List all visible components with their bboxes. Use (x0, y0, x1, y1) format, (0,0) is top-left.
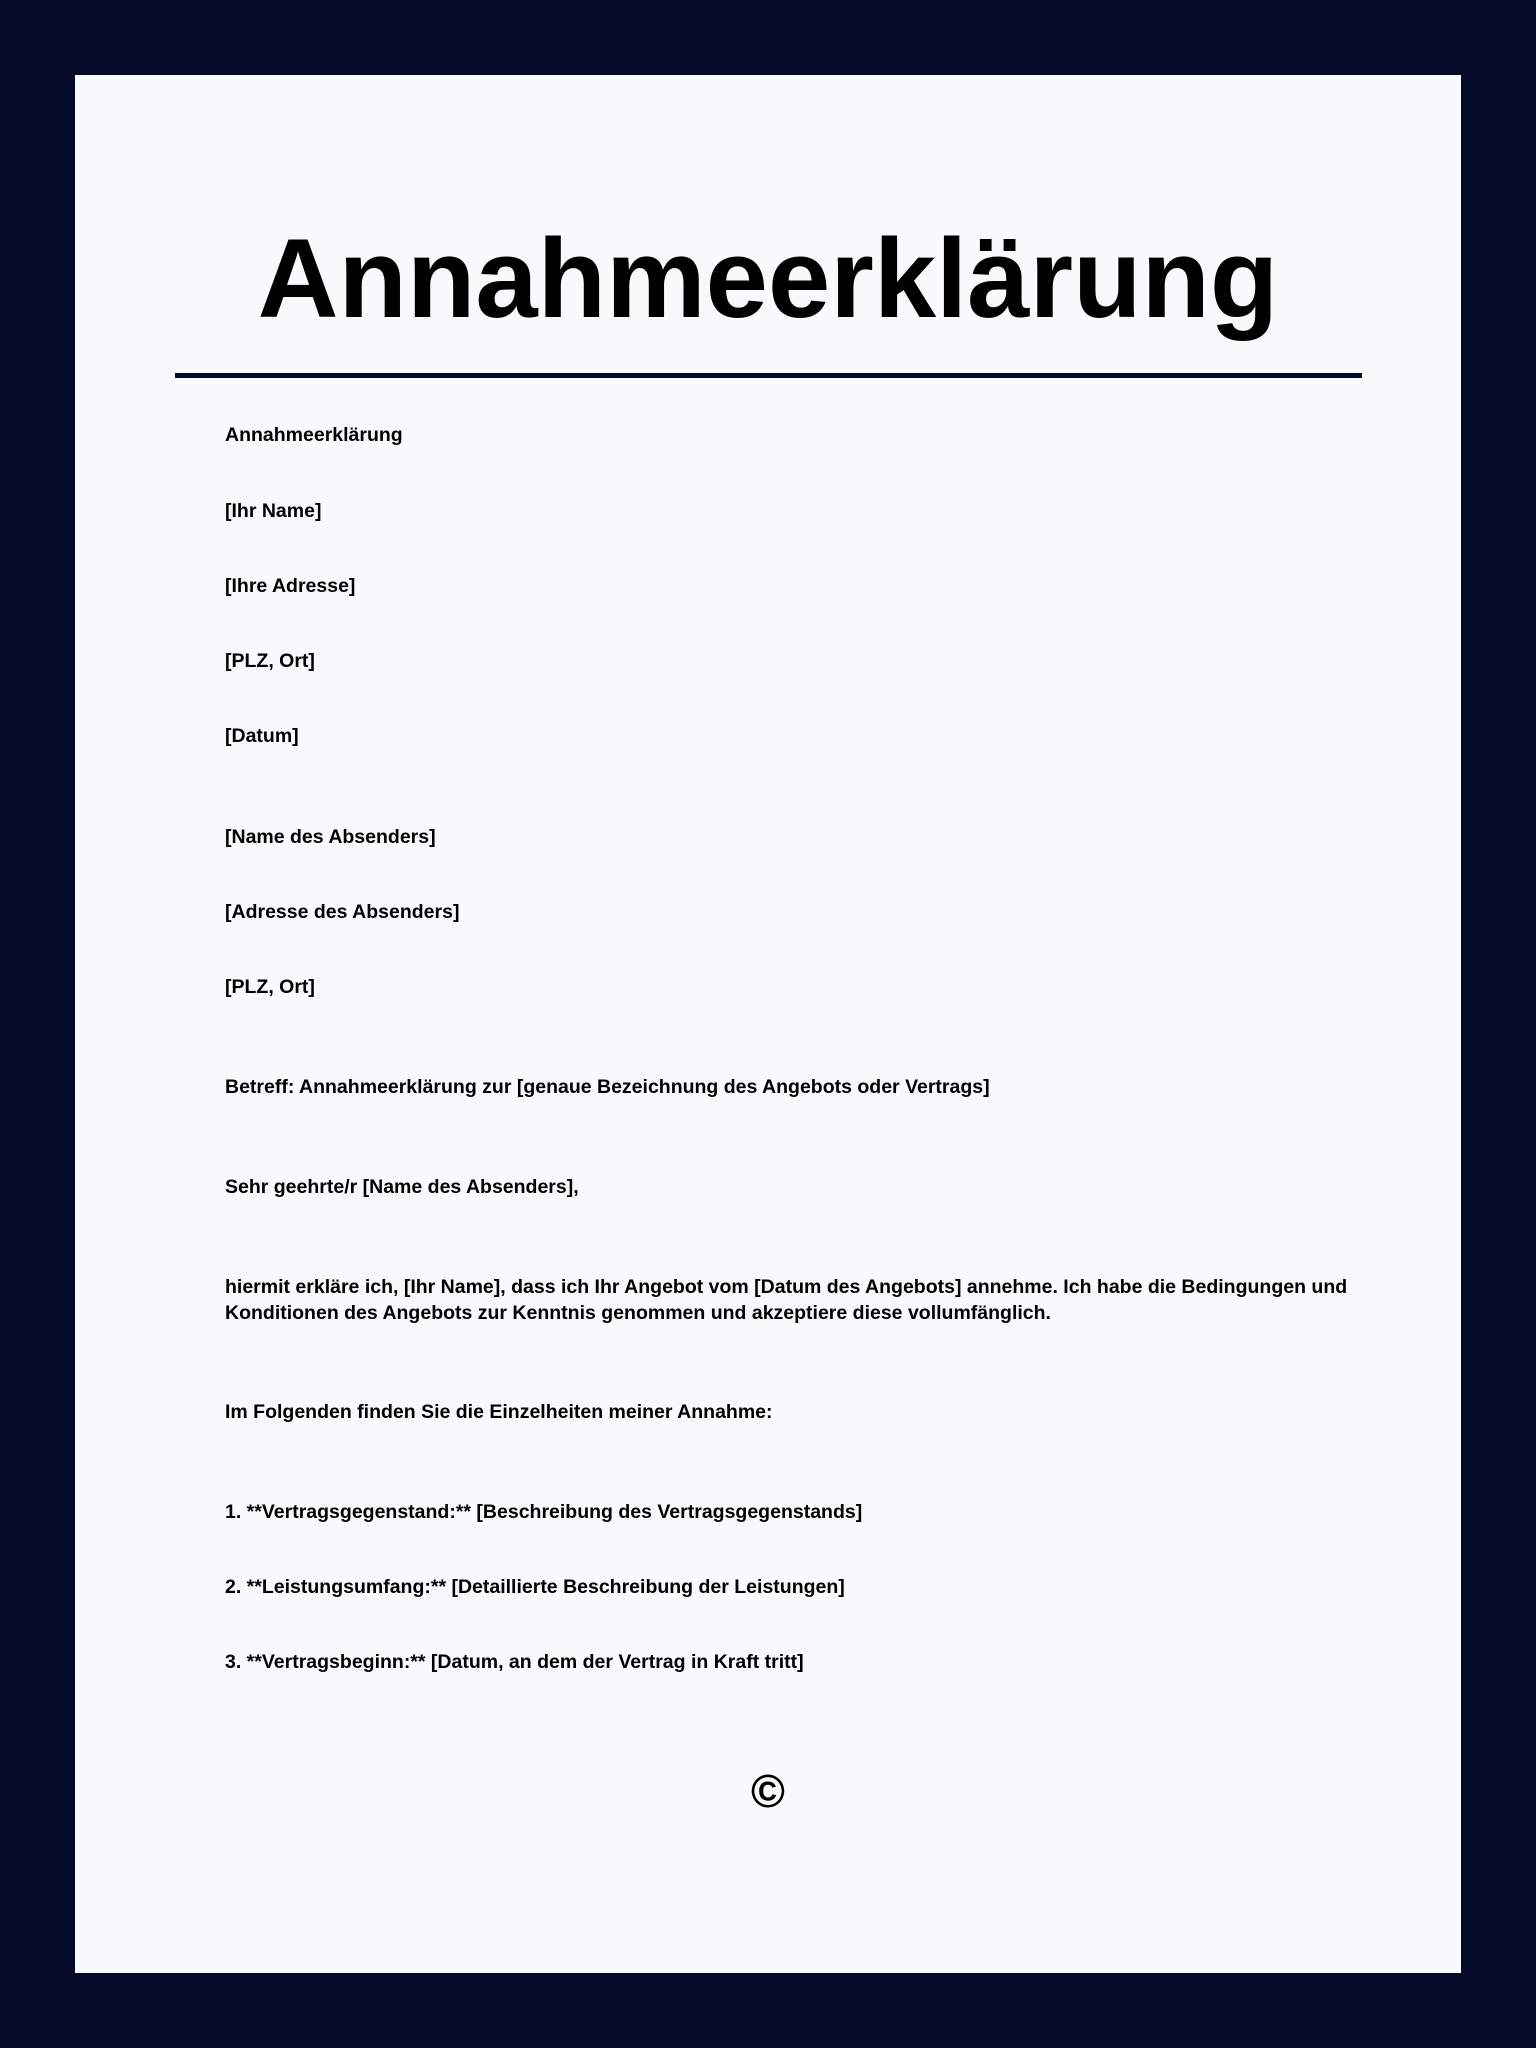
detail-item-3: 3. **Vertragsbeginn:** [Datum, an dem der Vertrag in Kraft tritt] (225, 1651, 804, 1673)
copyright-icon: © (751, 1765, 785, 1817)
detail-item-1: 1. **Vertragsgegenstand:** [Beschreibung des Vertragsgegenstands] (225, 1501, 863, 1523)
details-intro: Im Folgenden finden Sie die Einzelheiten meiner Annahme: (225, 1401, 773, 1423)
recipient-city: [PLZ, Ort] (225, 976, 315, 998)
subject-line: Betreff: Annahmeerklärung zur [genaue Bezeichnung des Angebots oder Vertrags] (225, 1076, 990, 1098)
document-page (75, 75, 1461, 1973)
recipient-name: [Name des Absenders] (225, 826, 436, 848)
body-paragraph: hiermit erkläre ich, [Ihr Name], dass ich Ihr Angebot vom [Datum des Angebots] annehme. Ich habe die Bedingungen und Konditionen des Angebots zur Kenntnis genommen und akzeptiere diese vollumfänglich. (225, 1276, 1348, 1324)
detail-item-2: 2. **Leistungsumfang:** [Detaillierte Beschreibung der Leistungen] (225, 1576, 845, 1598)
document-title: Annahmeerklärung (257, 216, 1279, 341)
document-heading: Annahmeerklärung (225, 424, 403, 446)
letter-date: [Datum] (225, 725, 299, 747)
sender-name: [Ihr Name] (225, 500, 322, 522)
sender-city: [PLZ, Ort] (225, 650, 315, 672)
title-divider (175, 373, 1362, 378)
sender-address: [Ihre Adresse] (225, 575, 356, 597)
recipient-address: [Adresse des Absenders] (225, 901, 460, 923)
salutation: Sehr geehrte/r [Name des Absenders], (225, 1176, 579, 1198)
